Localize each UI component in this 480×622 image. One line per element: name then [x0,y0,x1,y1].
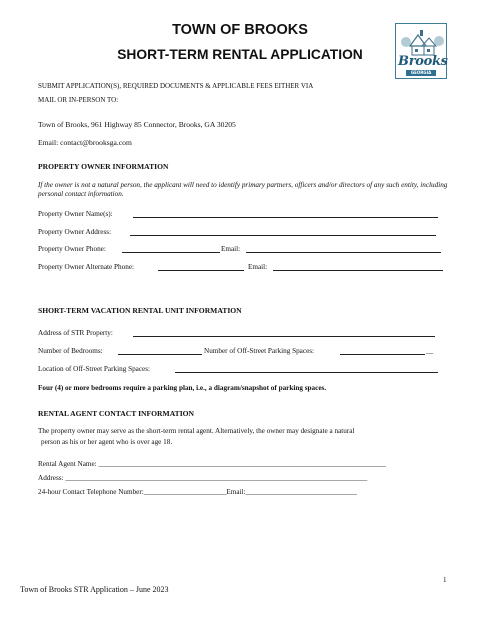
owner-name-label: Property Owner Name(s): [38,210,113,218]
owner-alt-phone-label: Property Owner Alternate Phone: [38,263,135,271]
owner-phone-label: Property Owner Phone: [38,245,106,253]
unit-heading: SHORT-TERM VACATION RENTAL UNIT INFORMATION [38,306,242,315]
str-address-field[interactable] [133,336,435,337]
owner-heading: PROPERTY OWNER INFORMATION [38,162,169,171]
parking-location-label: Location of Off-Street Parking Spaces: [38,365,151,373]
owner-email-field[interactable] [246,252,441,253]
town-title: TOWN OF BROOKS [172,22,308,38]
logo-wordmark: Brooks [398,54,448,69]
page-number: 1 [443,576,447,584]
owner-address-field[interactable] [130,235,436,236]
bedrooms-label: Number of Bedrooms: [38,347,103,355]
agent-name-field[interactable]: Rental Agent Name: ________________________________________________________________________________ [38,460,386,468]
contact-email: Email: contact@brooksga.com [38,138,132,147]
logo-state: GEORGIA [406,70,436,76]
agent-note-line-1: The property owner may serve as the short-term rental agent. Alternatively, the owner may designate a natural [38,427,355,435]
parking-spaces-suffix: __ [426,347,434,355]
brooks-logo [395,23,447,79]
agent-address-field[interactable]: Address: ____________________________________________________________________________________ [38,474,368,482]
bedrooms-field[interactable] [118,354,202,355]
intro-line-2: MAIL OR IN-PERSON TO: [38,96,119,104]
parking-spaces-label: Number of Off-Street Parking Spaces: [204,347,315,355]
str-address-label: Address of STR Property: [38,329,113,337]
agent-note-line-2: person as his or her agent who is over age 18. [41,438,173,446]
owner-note: If the owner is not a natural person, the applicant will need to identify primary partners, officers and/or directors of any such entity, including personal contact information. [38,181,448,198]
parking-location-field[interactable] [175,372,438,373]
intro-line-1: SUBMIT APPLICATION(S), REQUIRED DOCUMENTS & APPLICABLE FEES EITHER VIA [38,82,314,90]
owner-alt-email-field[interactable] [273,270,443,271]
agent-heading: RENTAL AGENT CONTACT INFORMATION [38,409,195,418]
mailing-address: Town of Brooks, 961 Highway 85 Connector, Brooks, GA 30205 [38,120,236,129]
footer-text: Town of Brooks STR Application – June 2023 [20,585,169,594]
owner-alt-phone-field[interactable] [158,270,244,271]
agent-phone-email-field[interactable]: 24-hour Contact Telephone Number:_______________________Email:_______________________________ [38,488,357,496]
page-title: SHORT-TERM RENTAL APPLICATION [117,47,363,62]
owner-name-field[interactable] [133,217,438,218]
owner-alt-email-label: Email: [248,263,268,271]
owner-email-label: Email: [221,245,241,253]
parking-plan-notice: Four (4) or more bedrooms require a parking plan, i.e., a diagram/snapshot of parking spaces. [38,384,327,392]
owner-phone-field[interactable] [122,252,220,253]
owner-address-label: Property Owner Address: [38,228,112,236]
parking-spaces-field[interactable] [340,354,425,355]
